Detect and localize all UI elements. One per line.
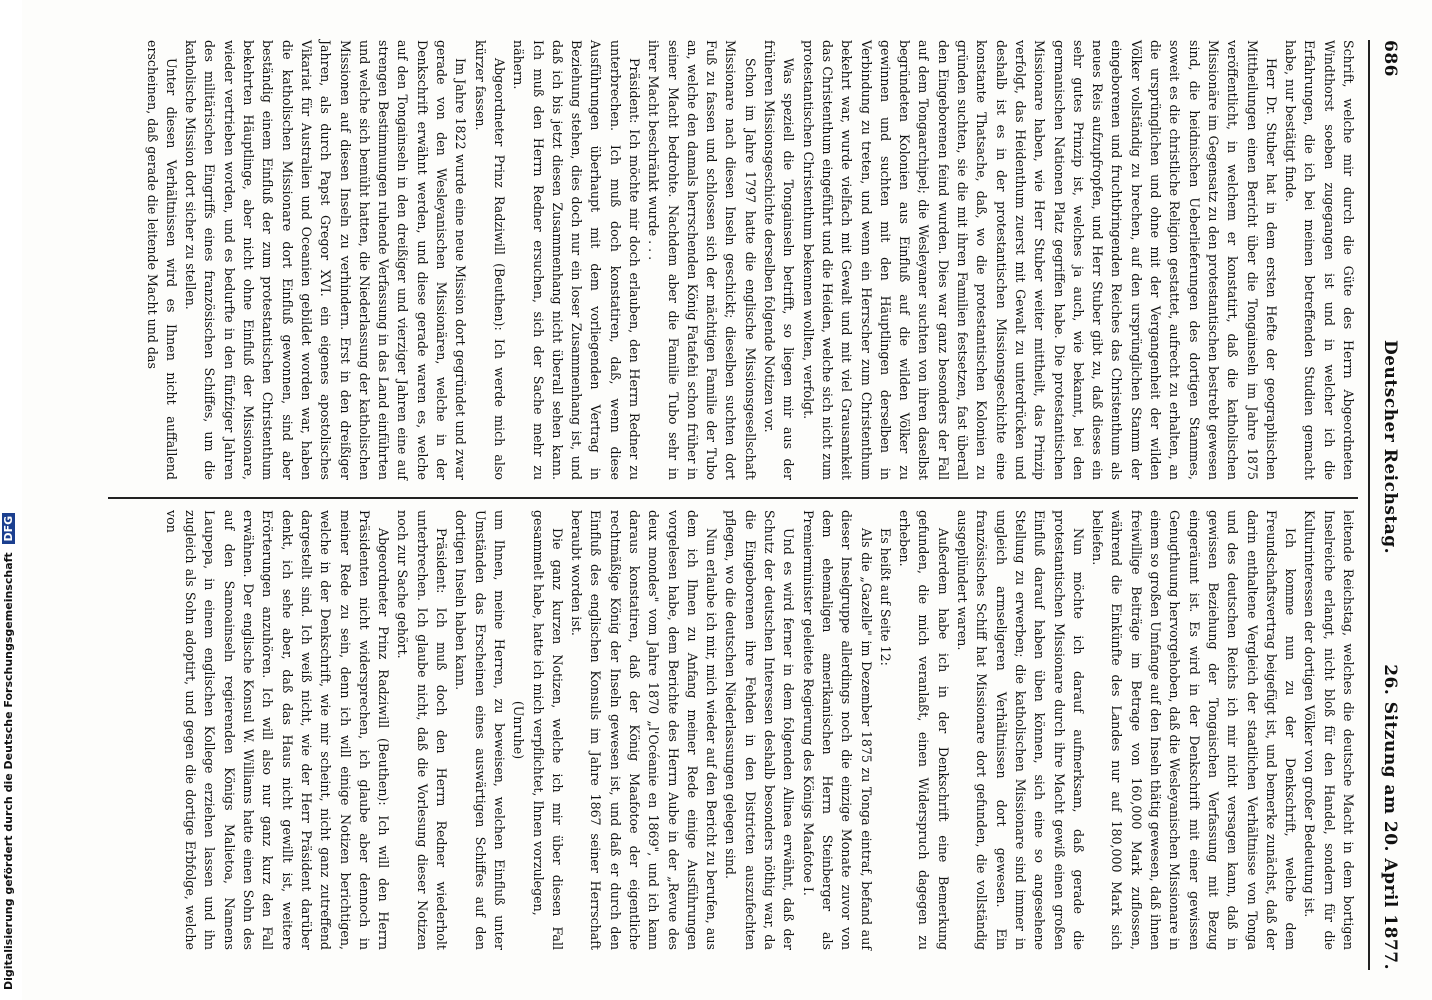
paragraph: Außerdem habe ich in der Denkschrift eine Bemerkung gefunden, die mich veranlaßt, einen Widerspruch dagegen zu erheben. [897, 510, 951, 950]
paragraph: Was speziell die Tongainseln betrifft, so liegen mir aus der früheren Missionsgeschichte derselben folgende Notizen vor. [762, 40, 797, 480]
dfg-logo-icon: DFG [2, 513, 15, 545]
paragraph-speaker: Abgeordneter Prinz Radziwill (Beuthen): Ich werde mich also kürzer fassen. [472, 40, 507, 480]
paragraph-speaker: Abgeordneter Prinz Radziwill (Beuthen): Ich will den Herrn Präsidenten nicht widersprechen, ich glaube aber dennoch in meiner Rede zu sein, denn ich will einige Notizen berichtigen, welche in der Denkschrift, wie mir scheint, nicht ganz zutreffend dargestellt sind. Ich weiß nicht, wie der Herr Präsident darüber denkt, ich sehe aber, daß das Haus nicht gewillt ist, weitere Erörterungen anzuhören. Ich will also nur ganz kurz den Fall erwähnen. Der englische Konsul W. Williams hatte einen Sohn des auf den Samoainseln regierenden Königs Malietoa, Namens Laupepa, in einem englischen Kollege erziehen lassen und ihn zugleich als Sohn adoptirt, und gegen die dortige Erbfolge, welche von [163, 510, 392, 950]
paragraph: leitende Reichstag, welches die deutsche Macht in dem bortigen Inselreiche erlangt, nicht bloß für den Handel, sondern für die Kulturinteressen der dortigen Völker von großer Bedeutung ist. [1302, 510, 1356, 950]
paragraph-president: Präsident: Ich möchte mir doch erlauben, den Herrn Redner zu unterbrechen. Ich muß doch konstatiren, daß, wenn diese Ausführungen überhaupt mit dem vorliegenden Vertrag in Beziehung stehen, dies doch nur ein loser Zusammenhang ist, und daß ich bis jetzt diesen Zusammenhang nicht überall sehen kann. Ich muß den Herrn Redner ersuchen, sich der Sache mehr zu nähern. [511, 40, 643, 480]
paragraph: Ich komme nun zu der Denkschrift, welche dem Freundschaftsvertrag beigefügt ist, und bemerke zunächst, daß der darin enthaltene Vergleich der staatlichen Verhältnisse von Tonga und des deutschen Reichs ich mir nicht versagen kann, daß in gewissen Beziehung der Tongaischen Verfassung mit Bezug eingeräumt ist. Es wird in der Denkschrift mit einer gewissen Genugthuung hervorgehoben, daß die Wesleyanischen Missionare in einem so großen Umfange auf den Inseln thätig gewesen, daß ihnen freiwillige Beiträge im Betrage von 160,000 Mark zuflossen, während die Einkünfte des Landes nur auf 180,000 Mark sich beliefen. [1090, 510, 1299, 950]
header-rule [1368, 40, 1370, 970]
paragraph: Und es wird ferner in dem folgenden Alinea erwähnt, daß der Schutz der deutschen Interessen deshalb besonders nöthig war, da die Eingeborenen ihre Fehden in den Districten auszufechten pflegen, wo die deutschen Niederlassungen gelegen sind. [723, 510, 797, 950]
session-date: 26. Sitzung am 20. April 1877. [1380, 664, 1400, 970]
paragraph: Schrift, welche mir durch die Güte des Herrn Abgeordneten Windthorst soeben zugegangen ist und in welcher ich die Erfahrungen, die ich bei meinen betreffenden Studien gemacht habe, nur bestätigt finde. [1283, 40, 1356, 480]
page-title: Deutscher Reichstag. [1380, 340, 1400, 555]
rotated-sheet [100, 40, 1400, 970]
paragraph: Im Jahre 1822 wurde eine neue Mission dort gegründet und zwar gerade von den Wesleyanischen Missionären, welche in der Denkschrift erwähnt werden, und diese gerade waren es, welche auf den Tongainseln in den dreißiger und vierziger Jahren eine auf strengen Bestimmungen ruhende Verfassung in das Land einführten und welche sich bemüht hatten, die Niederlassung der katholischen Missionen auf diesen Inseln zu verhindern. Erst in den dreißiger Jahren, als durch Papst Gregor XVI. ein eigenes apostolisches Vikariat für Australien und Oceanien gebildet worden war, haben die katholischen Missionare dort Einfluß gewonnen, sind aber beständig einem Einfluß der zum protestantischen Christenthum bekehrten Häuptlinge, aber nicht ohne Einfluß der Missionare, wieder vertrieben worden, und es bedurfte in den fünfziger Jahren des militärischen Eingriffs eines französischen Schiffes, um die katholische Mission dort sicher zu stellen. [183, 40, 469, 480]
page-header [1370, 40, 1400, 970]
footer-strip [0, 0, 22, 1000]
paragraph: Die ganz kurzen Notizen, welche ich mir über diesen Fall gesammelt habe, hatte ich mich verpflichtet, Ihnen vorzulegen, [530, 510, 565, 950]
paragraph: Schon im Jahre 1797 hatte die englische Missionsgesellschaft Missionare nach diesen Inseln geschickt; dieselben suchten dort Fuß zu fassen und schlossen sich der mächtigen Familie der Tubo an, welche den damals herrschenden König Fatafehi schon früher in seiner Macht bedrohte. Nachdem aber die Familie Tubo sehr in ihrer Macht beschränkt wurde . . . [646, 40, 758, 480]
right-column [162, 510, 1358, 950]
funding-notice [2, 10, 15, 990]
funding-text: Digitalisierung gefördert durch die Deutsche Forschungsgemeinschaft [2, 552, 15, 990]
paragraph: Unter diesen Verhältnissen wird es Ihnen nicht auffallend erscheinen, daß gerade die leitende Macht und das [144, 40, 179, 480]
column-divider [108, 497, 1358, 499]
paragraph: Nun möchte ich darauf aufmerksam, daß gerade die protestantischen Missionare durch ihre Macht gewiß einen großen Einfluß darauf haben üben können, sich eine so angesehene Stellung zu erwerben; die katholischen Missionare sind immer in ungleich armseligeren Verhältnissen dort gewesen. Ein französisches Schiff hat Missionare dort gefunden, die vollständig ausgeplündert waren. [955, 510, 1086, 950]
paragraph: Herr Dr. Stuber hat in dem ersten Hefte der geographischen Mittheilungen einen Bericht über die Tongainseln im Jahre 1875 veröffentlicht, in welchem er konstatirt, daß die katholischen Missionäre im Gegensatz zu den protestantischen bestrebt gewesen sind, die heidnischen Ueberlieferungen des dortigen Stammes, soweit es die christliche Religion gestattet, aufrecht zu erhalten, an die ursprünglichen und ohne mit der Vergangenheit der wilden Völker vollständig zu brechen, auf den ursprünglichen Stamm der eingeborenen und fruchtbringenden Reiches das Christenthum als neues Reis aufzupfropfen, und Herr Stuber gibt zu, daß dieses ein sehr gutes Prinzip ist, welches ja auch, wie bekannt, bei den germanischen Nationen Platz gegriffen habe. Die protestantischen Missionare haben, wie Herr Stuber weiter mittheilt, das Prinzip verfolgt, das Heidenthum zuerst mit Gewalt zu unterdrücken und deshalb ist es in der protestantischen Missionsgeschichte eine konstante Thatsache, daß, wo die protestantischen Kolonien zu gründen suchten, sie die mit ihren Familien festsetzen, fast überall den Eingeborenen feind wurden. Dies war ganz besonders der Fall auf dem Tongaarchipel; die Wesleyaner suchten von ihren daselbst begründeten Kolonien aus Einfluß auf die wilden Völker zu gewinnen und suchten mit den Häuptlingen derselben in Verbindung zu treten, und wenn ein Herrscher zum Christenthum bekehrt war, wurde vielfach mit Gewalt und mit viel Grausamkeit das Christenthum eingeführt und die Heiden, welche sich nicht zum protestantischen Christenthum bekennen wollten, verfolgt. [800, 40, 1279, 480]
paragraph: Es heißt auf Seite 12: [877, 528, 893, 666]
paragraph-president: Präsident: Ich muß doch den Herrn Redner wiederholt unterbrechen. Ich glaube nicht, daß die Vorlesung dieser Notizen noch zur Sache gehört. [395, 510, 450, 950]
left-column [142, 40, 1358, 480]
page-number: 686 [1380, 40, 1400, 77]
interjection: (Unruhe) [511, 700, 527, 760]
paragraph: Nun erlaube ich mir, mich wieder auf den Bericht zu berufen, aus dem ich Ihnen zu Anfang meiner Rede einige Ausführungen vorgelesen habe, dem Berichte des Herrn Aube in der „Revue des deux mondes" vom Jahre 1870 „l'Océanie en 1869", und ich kann daraus konstatiren, daß der König Maafotoe der eigentliche rechtmäßige König der Inseln gewesen ist, und daß er durch den Einfluß des englischen Konsuls im Jahre 1867 seiner Herrschaft beraubt worden ist. [569, 510, 720, 950]
quotation: Als die „Gazelle" im Dezember 1875 zu Tonga eintraf, befand auf dieser Inselgruppe allerdings noch die einzige Monate zuvor von dem ehemaligen amerikanischen Herrn Steinberger als Premierminister geleitete Regierung des Königs Maafotoe I. [800, 510, 874, 950]
paragraph: um Ihnen, meine Herren, zu beweisen, welchen Einfluß unter Umständen das Erscheinen eines auswärtigen Schiffes auf den dortigen Inseln haben kann. [453, 510, 507, 950]
